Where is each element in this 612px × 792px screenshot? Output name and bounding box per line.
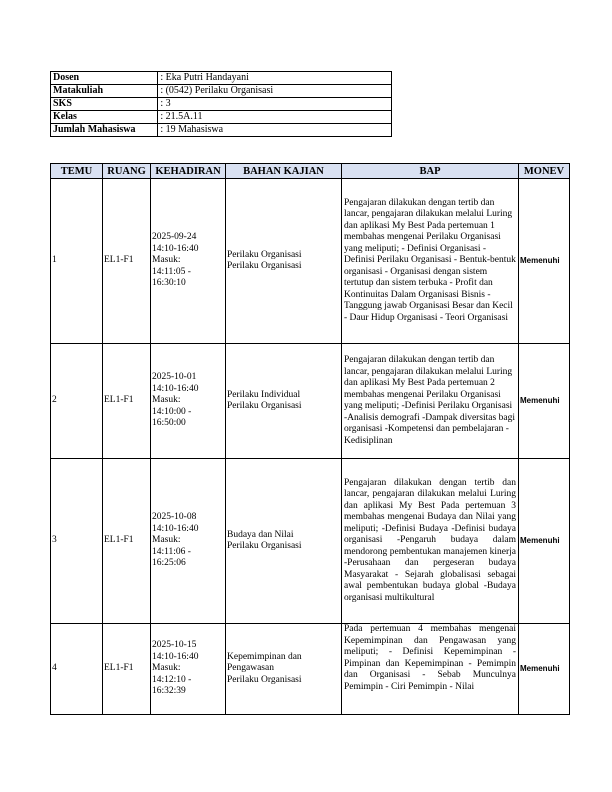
info-label: SKS (51, 98, 158, 111)
info-row-sks (51, 98, 392, 111)
cell-monev: Memenuhi (519, 344, 570, 459)
info-row-jumlah (51, 124, 392, 137)
attendance-table (50, 163, 570, 715)
info-row-dosen (51, 72, 392, 85)
text-line: Budaya dan Nilai (227, 529, 294, 540)
table-row (51, 624, 570, 715)
bahan-text (227, 390, 340, 413)
cell-monev: Memenuhi (519, 179, 570, 344)
info-value: : 3 (158, 98, 392, 111)
info-value: : 19 Mahasiswa (158, 124, 392, 137)
cell-bahan-kajian (226, 459, 342, 624)
bahan-text (227, 652, 340, 687)
text-line: 14:10-16:40 (152, 243, 199, 254)
text-line: Perilaku Individual (227, 389, 301, 400)
cell-temu: 4 (51, 624, 103, 715)
text-line: Perilaku Organisasi (227, 401, 302, 411)
text-line: Perilaku Organisasi (227, 541, 302, 551)
cell-bap: Pengajaran dilakukan dengan tertib dan lancar, pengajaran dilakukan melalui Luring dan aplikasi My Best Pada pertemuan 3 membahas mengenai Budaya dan Nilai yang meliputi; -Definisi Budaya -Definisi budaya organisasi -Pengaruh budaya dalam mendorong pembentukan manajemen kinerja -Perusahaan dan pergeseran budaya Masyarakat - Sejarah globalisasi sebagai awal pembentukan budaya global -Budaya organisasi multikultural (342, 459, 519, 624)
text-line: 2025-10-15 (152, 640, 197, 651)
info-label: Dosen (51, 72, 158, 85)
cell-temu: 2 (51, 344, 103, 459)
kehadiran-text (152, 512, 224, 570)
text-line: Masuk: (152, 663, 181, 674)
text-line: 14:11:06 - (152, 546, 191, 557)
cell-bahan-kajian (226, 344, 342, 459)
text-line: Perilaku Organisasi (227, 674, 302, 685)
info-value: : Eka Putri Handayani (158, 72, 392, 85)
cell-kehadiran (151, 344, 226, 459)
text-line: Masuk: (152, 535, 181, 546)
cell-bahan-kajian (226, 179, 342, 344)
text-line: 16:25:06 (152, 558, 186, 569)
text-line: 14:10-16:40 (152, 651, 199, 662)
kehadiran-text (152, 232, 224, 290)
header-monev: MONEV (519, 164, 570, 179)
cell-bap: Pengajaran dilakukan dengan tertib dan lancar, pengajaran dilakukan melalui Luring dan aplikasi My Best Pada pertemuan 1 membahas mengenai Perilaku Organisasi yang meliputi; - Definisi Organisasi - Definisi Perilaku Organisasi - Bentuk-bentuk organisasi - Organisasi dengan sistem tertutup dan sistem terbuka - Profit dan Kontinuitas Dalam Organisasi Bisnis - Tanggung jawab Organisasi Besar dan Kecil - Daur Hidup Organisasi - Teori Organisasi (342, 179, 519, 344)
text-line: 14:10-16:40 (152, 523, 199, 534)
text-line: Kepemimpinan dan (227, 651, 302, 662)
text-line: 16:32:39 (152, 686, 186, 697)
cell-ruang: EL1-F1 (103, 344, 151, 459)
text-line: 14:10-16:40 (152, 383, 199, 394)
bahan-text (227, 530, 340, 553)
cell-monev: Memenuhi (519, 624, 570, 715)
text-line: 14:10:00 - (152, 406, 192, 417)
cell-kehadiran (151, 624, 226, 715)
cell-monev: Memenuhi (519, 459, 570, 624)
header-ruang: RUANG (103, 164, 151, 179)
text-line: 2025-09-24 (152, 232, 197, 243)
text-line: Masuk: (152, 395, 181, 406)
text-line: 16:30:10 (152, 278, 186, 289)
table-row (51, 179, 570, 344)
text-line: Masuk: (152, 255, 181, 266)
text-line: 2025-10-08 (152, 512, 197, 523)
cell-bahan-kajian (226, 624, 342, 715)
text-line: 16:50:00 (152, 418, 186, 429)
bahan-text (227, 250, 340, 273)
cell-kehadiran (151, 459, 226, 624)
table-row (51, 459, 570, 624)
text-line: Pengawasan (227, 663, 274, 674)
info-label: Jumlah Mahasiswa (51, 124, 158, 137)
cell-ruang: EL1-F1 (103, 179, 151, 344)
bap-text: Pada pertemuan 4 membahas mengenai Kepemimpinan dan Pengawasan yang meliputi; - Definisi Kepemimpinan - Pimpinan dan Kepemimpinan - Pemimpin dan Organisasi - Sebab Munculnya Pemimpin - Ciri Pemimpin - Nilai (344, 624, 516, 692)
course-info-table (50, 71, 392, 137)
info-row-matakuliah (51, 85, 392, 98)
info-value: : 21.5A.11 (158, 111, 392, 124)
text-line: 14:11:05 - (152, 266, 191, 277)
info-value: : (0542) Perilaku Organisasi (158, 85, 392, 98)
kehadiran-text (152, 640, 224, 698)
info-label: Matakuliah (51, 85, 158, 98)
cell-bap: Pengajaran dilakukan dengan tertib dan lancar, pengajaran dilakukan melalui Luring dan aplikasi My Best Pada pertemuan 2 membahas mengenai Perilaku Organisasi yang meliputi; -Definisi Perilaku Organisasi -Analisis demografi -Dampak diversitas bagi organisasi -Kompetensi dan pembelajaran -Kedisiplinan (342, 344, 519, 459)
cell-ruang: EL1-F1 (103, 459, 151, 624)
text-line: Perilaku Organisasi (227, 261, 302, 271)
table-row (51, 344, 570, 459)
cell-ruang: EL1-F1 (103, 624, 151, 715)
cell-bap (342, 624, 519, 715)
table-header-row (51, 164, 570, 179)
header-temu: TEMU (51, 164, 103, 179)
text-line: Perilaku Organisasi (227, 249, 302, 260)
kehadiran-text (152, 372, 224, 430)
header-kehadiran: KEHADIRAN (151, 164, 226, 179)
cell-kehadiran (151, 179, 226, 344)
text-line: 14:12:10 - (152, 674, 192, 685)
cell-temu: 3 (51, 459, 103, 624)
header-bahan-kajian: BAHAN KAJIAN (226, 164, 342, 179)
info-row-kelas (51, 111, 392, 124)
info-label: Kelas (51, 111, 158, 124)
header-bap: BAP (342, 164, 519, 179)
cell-temu: 1 (51, 179, 103, 344)
text-line: 2025-10-01 (152, 372, 197, 383)
